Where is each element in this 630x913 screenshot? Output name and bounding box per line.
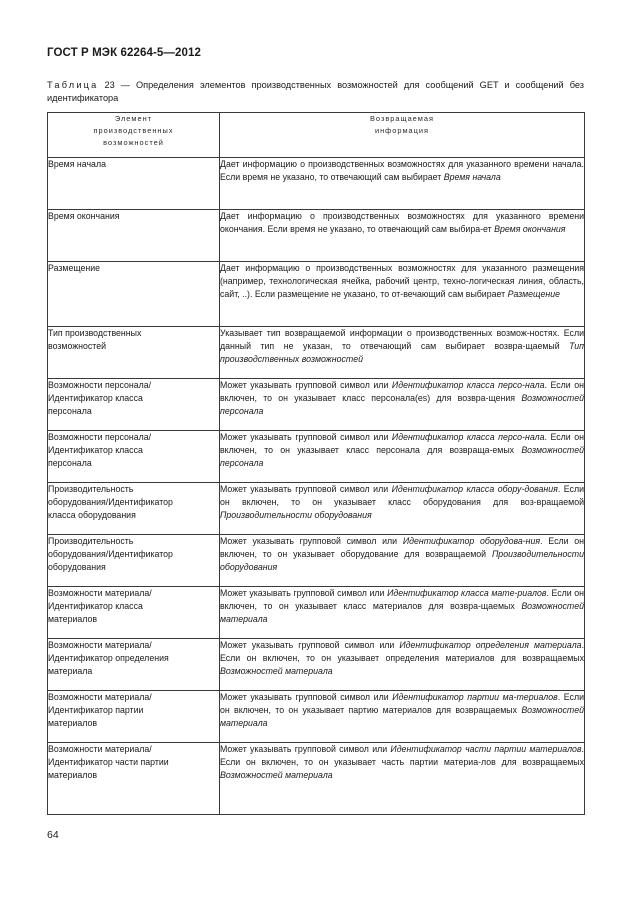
element-name-line: Размещение bbox=[48, 263, 101, 273]
row-element-name bbox=[48, 210, 220, 262]
info-text: Может указывать групповой символ или bbox=[220, 484, 392, 494]
table-row bbox=[48, 431, 585, 483]
column-header-line: возможностей bbox=[103, 138, 164, 147]
info-term: Идентификатор партии ма-териалов bbox=[392, 692, 558, 702]
table-row bbox=[48, 691, 585, 743]
info-term: Производительности оборудования bbox=[220, 548, 584, 572]
info-term: Тип производственных возможностей bbox=[220, 340, 584, 364]
element-name-line: материалов bbox=[48, 769, 98, 780]
row-returned-info bbox=[220, 158, 585, 210]
info-text: Может указывать групповой символ или bbox=[220, 536, 403, 546]
info-text: Дает информацию о производственных возможностях для указанного времени начала. Если время не указано, то отвечающий сам выбирает bbox=[220, 159, 584, 182]
row-returned-info bbox=[220, 379, 585, 431]
info-text: Может указывать групповой символ или bbox=[220, 432, 392, 442]
element-name-line: Идентификатор определения bbox=[48, 652, 169, 663]
info-term: Возможностей материала bbox=[220, 665, 333, 676]
element-name-line: персонала bbox=[48, 457, 92, 468]
row-element-name bbox=[48, 587, 220, 639]
column-header-line: Возвращаемая bbox=[370, 114, 434, 123]
row-element-name bbox=[48, 535, 220, 587]
element-name-line: материала bbox=[48, 665, 93, 676]
column-header-element bbox=[48, 113, 220, 158]
info-text: . Если он включен, то он указывает оборудование для возвращаемой bbox=[220, 536, 585, 559]
element-name-line: Возможности персонала/ bbox=[48, 380, 152, 390]
caption-label: Таблица bbox=[47, 80, 99, 90]
info-term: Возможностей материала bbox=[220, 769, 333, 780]
info-term: Возможностей персонала bbox=[220, 392, 584, 416]
element-name-line: материалов bbox=[48, 613, 98, 624]
column-header-line: Элемент bbox=[114, 114, 153, 123]
table-row bbox=[48, 743, 585, 815]
table-row bbox=[48, 639, 585, 691]
element-name-line: оборудования/Идентификатор bbox=[48, 548, 173, 559]
info-text: Указывает тип возвращаемой информации о производственных возмож-ностях. Если данный тип не указан, то отвечающий сам выбирает возвра-щаемый bbox=[220, 328, 584, 351]
info-text: Дает информацию о производственных возможностях для указанного времени окончания. Если время не указано, то отвечающий сам выбира-ет bbox=[220, 211, 584, 234]
info-term: Возможностей материала bbox=[220, 600, 584, 624]
element-name-line: Возможности материала/ bbox=[48, 692, 152, 702]
info-term: Идентификатор класса мате-риалов bbox=[387, 588, 547, 598]
element-name-line: Идентификатор класса bbox=[48, 600, 143, 611]
info-term: Идентификатор оборудова-ния bbox=[402, 536, 541, 546]
row-returned-info bbox=[220, 327, 585, 379]
row-element-name bbox=[48, 327, 220, 379]
info-text: . Если он включен, то он указывает партию материалов для возвращаемых bbox=[220, 692, 584, 715]
element-name-line: Время начала bbox=[48, 159, 106, 169]
info-term: Идентификатор части партии материалов bbox=[390, 744, 582, 754]
capability-elements-table bbox=[47, 112, 585, 815]
info-term: Идентификатор класса персо-нала bbox=[391, 380, 545, 390]
row-element-name bbox=[48, 379, 220, 431]
info-text: Дает информацию о производственных возможностях для указанного размещения (например, технологическая ячейка, рабочий центр, техно-логическая линия, область, сайт, ..). Если размещение не указано, то от-вечающий сам выбирает bbox=[220, 263, 584, 299]
info-text: . Если он включен, то он указывает определения материалов для возвращаемых bbox=[220, 640, 585, 663]
caption-text: 23 — Определения элементов производственных возможностей для сообщений GET и сообщений без идентификатора bbox=[47, 80, 584, 103]
element-name-line: Производительность bbox=[48, 484, 134, 494]
info-text: . Если он включен, то он указывает класс персонала(es) для возвра-щения bbox=[220, 380, 585, 403]
info-text: . Если он включен, то он указывает класс материалов для возвра-щаемых bbox=[220, 588, 585, 611]
element-name-line: оборудования bbox=[48, 561, 106, 572]
element-name-line: Идентификатор класса bbox=[48, 392, 143, 403]
info-text: Может указывать групповой символ или bbox=[220, 380, 392, 390]
row-returned-info bbox=[220, 431, 585, 483]
info-term: Производительности оборудования bbox=[220, 509, 372, 520]
element-name-line: Возможности материала/ bbox=[48, 744, 152, 754]
row-element-name bbox=[48, 158, 220, 210]
row-element-name bbox=[48, 431, 220, 483]
element-name-line: возможностей bbox=[48, 340, 107, 351]
table-row bbox=[48, 379, 585, 431]
info-text: Может указывать групповой символ или bbox=[220, 744, 391, 754]
info-term: Идентификатор определения материала bbox=[399, 640, 582, 650]
element-name-line: класса оборудования bbox=[48, 509, 136, 520]
table-caption bbox=[47, 79, 584, 105]
column-header-line: производственных bbox=[93, 126, 174, 135]
info-text: Может указывать групповой символ или bbox=[220, 640, 400, 650]
info-term: Возможностей материала bbox=[220, 704, 584, 728]
table-row bbox=[48, 158, 585, 210]
info-term: Возможностей персонала bbox=[220, 444, 584, 468]
element-name-line: Производительность bbox=[48, 536, 134, 546]
row-returned-info bbox=[220, 691, 585, 743]
row-element-name bbox=[48, 743, 220, 815]
element-name-line: Возможности материала/ bbox=[48, 588, 152, 598]
element-name-line: оборудования/Идентификатор bbox=[48, 496, 173, 507]
row-returned-info bbox=[220, 535, 585, 587]
info-term: Идентификатор класса персо-нала bbox=[391, 432, 545, 442]
element-name-line: Идентификатор партии bbox=[48, 704, 144, 715]
element-name-line: материалов bbox=[48, 717, 98, 728]
info-text: Может указывать групповой символ или bbox=[220, 692, 393, 702]
row-returned-info bbox=[220, 587, 585, 639]
info-text: . Если он включен, то он указывает класс персонала для возвраща-емых bbox=[220, 432, 585, 455]
element-name-line: Тип производственных bbox=[48, 328, 142, 338]
standard-header: ГОСТ Р МЭК 62264-5—2012 bbox=[47, 47, 201, 59]
info-term: Идентификатор класса обору-дования bbox=[391, 484, 558, 494]
row-returned-info bbox=[220, 262, 585, 327]
element-name-line: Возможности персонала/ bbox=[48, 432, 152, 442]
info-term: Время начала bbox=[443, 171, 501, 182]
table-row bbox=[48, 535, 585, 587]
row-element-name bbox=[48, 691, 220, 743]
element-name-line: Время окончания bbox=[48, 211, 120, 221]
column-header-returned-info bbox=[220, 113, 585, 158]
row-returned-info bbox=[220, 639, 585, 691]
info-term: Время окончания bbox=[494, 223, 566, 234]
element-name-line: Возможности материала/ bbox=[48, 640, 152, 650]
element-name-line: Идентификатор класса bbox=[48, 444, 143, 455]
table-row bbox=[48, 483, 585, 535]
element-name-line: персонала bbox=[48, 405, 92, 416]
table-row bbox=[48, 587, 585, 639]
element-name-line: Идентификатор части партии bbox=[48, 756, 169, 767]
table-row bbox=[48, 210, 585, 262]
table-header-row bbox=[48, 113, 585, 158]
info-term: Размещение bbox=[507, 288, 561, 299]
table-row bbox=[48, 262, 585, 327]
info-text: Может указывать групповой символ или bbox=[220, 588, 388, 598]
row-element-name bbox=[48, 262, 220, 327]
row-returned-info bbox=[220, 743, 585, 815]
row-element-name bbox=[48, 483, 220, 535]
page-number: 64 bbox=[47, 829, 59, 841]
column-header-line: информация bbox=[374, 126, 430, 135]
table-body bbox=[48, 158, 585, 815]
row-element-name bbox=[48, 639, 220, 691]
info-text: . Если он включен, то он указывает часть партии материа-лов для возвращаемых bbox=[220, 744, 584, 767]
row-returned-info bbox=[220, 483, 585, 535]
table-row bbox=[48, 327, 585, 379]
info-text: . Если он включен, то он указывает класс оборудования для воз-вращаемой bbox=[220, 484, 584, 507]
row-returned-info bbox=[220, 210, 585, 262]
